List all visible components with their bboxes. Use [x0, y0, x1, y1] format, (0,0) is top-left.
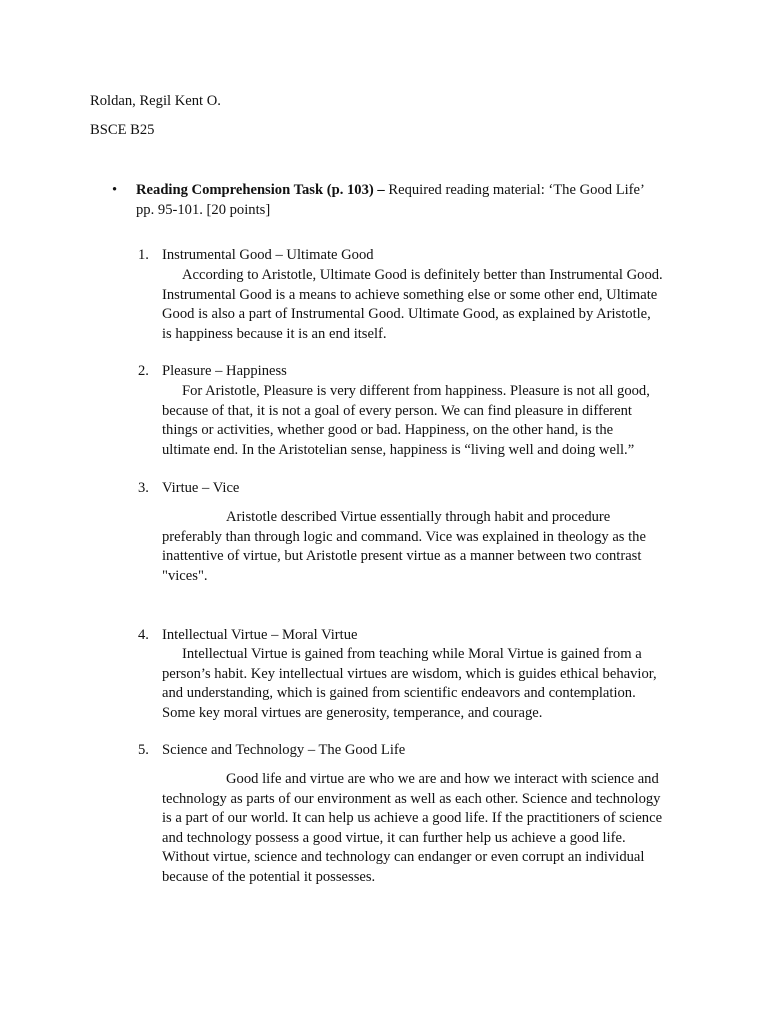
item-number: 3.: [138, 480, 149, 496]
task-description: [136, 181, 696, 220]
paragraph-line: is happiness because it is an end itself.: [162, 325, 387, 342]
item-title: Pleasure – Happiness: [162, 363, 287, 379]
item-number: 1.: [138, 247, 149, 263]
paragraph-line: inattentive of virtue, but Aristotle present virtue as a manner between two contrast: [162, 548, 642, 565]
paragraph-line: For Aristotle, Pleasure is very different from happiness. Pleasure is not all good,: [182, 383, 650, 399]
paragraph-line: According to Aristotle, Ultimate Good is definitely better than Instrumental Good.: [182, 267, 663, 283]
paragraph-line: and technology possess a good virtue, it can further help us achieve a good life.: [162, 829, 626, 846]
item-number: 5.: [138, 742, 149, 758]
item-paragraph: [162, 508, 692, 586]
task-material: Required reading material: ‘The Good Life’: [384, 182, 645, 198]
paragraph-line: ultimate end. In the Aristotelian sense, happiness is “living well and doing well.”: [162, 441, 635, 458]
task-title: Reading Comprehension Task (p. 103) –: [136, 182, 385, 198]
paragraph-line: Without virtue, science and technology can endanger or even corrupt an individual: [162, 849, 645, 866]
paragraph-line: Aristotle described Virtue essentially through habit and procedure: [226, 509, 611, 525]
item-title: Science and Technology – The Good Life: [162, 742, 406, 758]
item-paragraph: [162, 382, 692, 460]
item-paragraph: [162, 645, 692, 723]
paragraph-line: is a part of our world. It can help us achieve a good life. If the practitioners of science: [162, 810, 663, 827]
paragraph-line: Instrumental Good is a means to achieve something else or some other end, Ultimate: [162, 286, 658, 303]
paragraph-line: technology as parts of our environment as well as each other. Science and technology: [162, 790, 661, 807]
item-number: 2.: [138, 363, 149, 379]
item-paragraph: [162, 770, 692, 888]
student-name: Roldan, Regil Kent O.: [90, 93, 221, 109]
paragraph-line: Intellectual Virtue is gained from teaching while Moral Virtue is gained from a: [182, 646, 642, 662]
paragraph-line: "vices".: [162, 567, 208, 584]
bullet-icon: •: [112, 182, 118, 198]
paragraph-line: Good life and virtue are who we are and how we interact with science and: [226, 771, 659, 787]
paragraph-line: preferably than through logic and command. Vice was explained in theology as the: [162, 528, 646, 545]
task-pages: pp. 95-101. [20 points]: [136, 201, 271, 218]
item-paragraph: [162, 266, 692, 344]
paragraph-line: because of that, it is not a goal of every person. We can find pleasure in different: [162, 402, 632, 419]
item-title: Instrumental Good – Ultimate Good: [162, 247, 374, 263]
item-number: 4.: [138, 627, 149, 643]
paragraph-line: Some key moral virtues are generosity, temperance, and courage.: [162, 704, 543, 721]
item-title: Virtue – Vice: [162, 480, 240, 496]
student-section: BSCE B25: [90, 122, 155, 138]
paragraph-line: person’s habit. Key intellectual virtues are wisdom, which is guides ethical behavior,: [162, 665, 657, 682]
paragraph-line: because of the potential it possesses.: [162, 868, 376, 885]
paragraph-line: Good is also a part of Instrumental Good. Ultimate Good, as explained by Aristotle,: [162, 306, 651, 323]
paragraph-line: and understanding, which is gained from scientific endeavors and contemplation.: [162, 685, 636, 702]
paragraph-line: things or activities, whether good or bad. Happiness, on the other hand, is the: [162, 422, 614, 439]
item-title: Intellectual Virtue – Moral Virtue: [162, 627, 358, 643]
